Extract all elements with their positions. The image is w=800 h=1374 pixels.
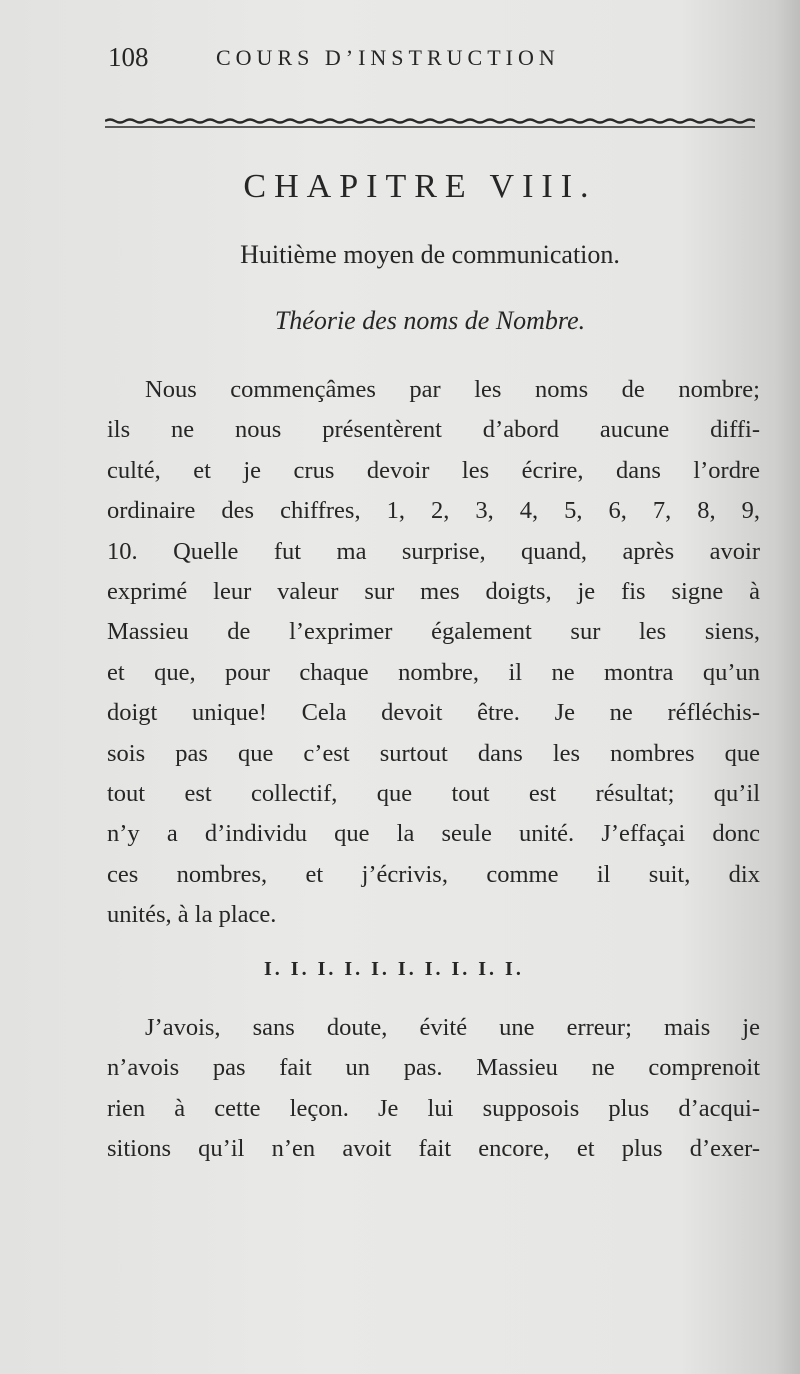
- text-line: ils ne nous présentèrent d’abord aucune diffi-: [107, 416, 760, 444]
- text-line: Nous commençâmes par les noms de nombre;: [145, 376, 760, 403]
- paragraph-1: [107, 370, 760, 935]
- text-line: ordinaire des chiffres, 1, 2, 3, 4, 5, 6, 7, 8, 9,: [107, 497, 760, 525]
- units-line: I. I. I. I. I. I. I. I. I. I.: [264, 958, 524, 980]
- page-number: 108: [108, 42, 149, 72]
- text-line: n’avois pas fait un pas. Massieu ne comprenoit: [107, 1054, 760, 1082]
- text-line: J’avois, sans doute, évité une erreur; mais je: [145, 1014, 760, 1041]
- text-line: sois pas que c’est surtout dans les nombres que: [107, 739, 760, 767]
- text-line: exprimé leur valeur sur mes doigts, je fis signe à: [107, 577, 760, 605]
- chapter-title: CHAPITRE VIII.: [243, 168, 597, 205]
- text-line: sitions qu’il n’en avoit fait encore, et plus d’exer-: [107, 1135, 760, 1163]
- page-header: [108, 42, 688, 82]
- section-title: Théorie des noms de Nombre.: [274, 306, 586, 335]
- running-title: COURS D’INSTRUCTION: [216, 45, 560, 70]
- text-line: tout est collectif, que tout est résultat; qu’il: [107, 779, 760, 807]
- text-line: 10. Quelle fut ma surprise, quand, après avoir: [107, 537, 760, 565]
- text-line: unités, à la place.: [107, 901, 277, 929]
- text-line: et que, pour chaque nombre, il ne montra qu’un: [107, 658, 760, 686]
- text-line: n’y a d’individu que la seule unité. J’effaçai donc: [107, 820, 760, 848]
- paragraph-2: [107, 1008, 760, 1170]
- text-line: ces nombres, et j’écrivis, comme il suit, dix: [107, 860, 760, 888]
- decorative-rule: [105, 118, 755, 130]
- text-line: Massieu de l’exprimer également sur les siens,: [107, 618, 760, 646]
- chapter-subtitle: Huitième moyen de communication.: [240, 240, 620, 269]
- text-line: culté, et je crus devoir les écrire, dans l’ordre: [107, 456, 760, 484]
- text-line: doigt unique! Cela devoit être. Je ne réfléchis-: [107, 699, 760, 727]
- text-line: rien à cette leçon. Je lui supposois plus d’acqui-: [107, 1094, 760, 1122]
